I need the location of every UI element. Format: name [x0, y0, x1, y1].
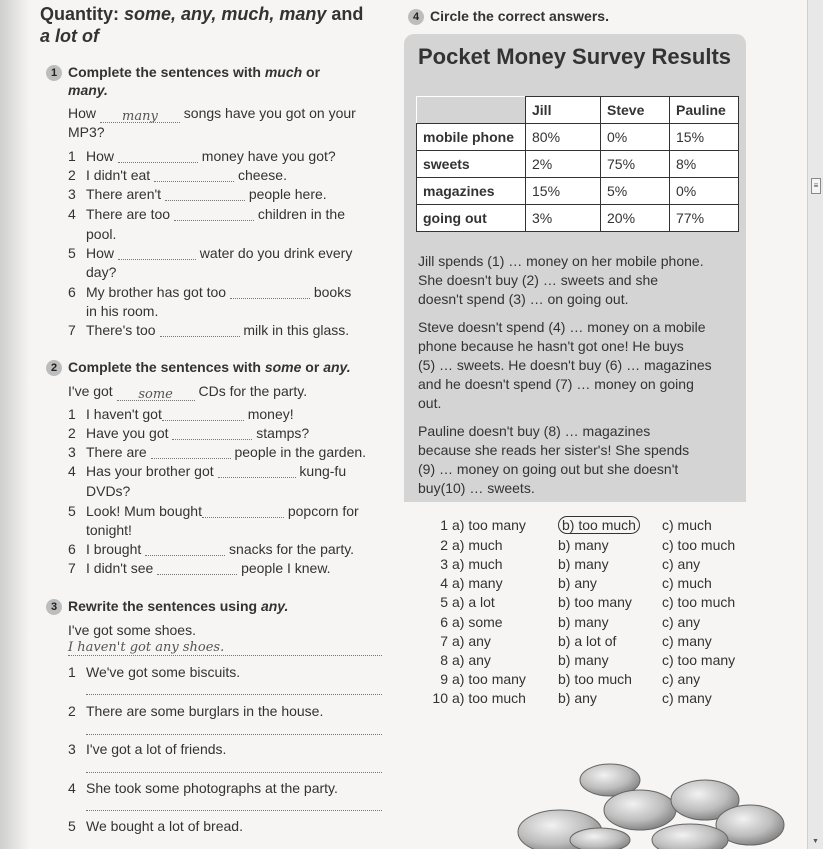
paragraph-pauline: Pauline doesn't buy (8) … magazines because she reads her sister's! She spends (9) … money on going out but she doesn't buy(10) … sweets.	[418, 423, 690, 496]
row-header: mobile phone	[417, 124, 526, 151]
answer-blank[interactable]	[118, 149, 198, 163]
option-a[interactable]: a) any	[452, 633, 491, 649]
ex2-item-cont: DVDs?	[86, 483, 131, 499]
paragraph-jill: Jill spends (1) … money on her mobile phone. She doesn't buy (2) … sweets and she doesn't spend (3) … on going out.	[418, 253, 704, 307]
option-b[interactable]: b) a lot of	[558, 633, 617, 649]
answer-blank[interactable]	[230, 285, 310, 299]
answer-blank[interactable]	[157, 561, 237, 575]
ex1-item: 6 My brother has got too books	[68, 284, 352, 300]
vertical-scrollbar[interactable]	[807, 0, 823, 849]
option-b[interactable]: b) any	[558, 575, 597, 591]
page-edge-shadow	[0, 0, 30, 849]
row-header: going out	[417, 205, 526, 232]
option-b[interactable]: b) many	[558, 652, 609, 668]
row-header: magazines	[417, 178, 526, 205]
ex2-item: 6 I brought snacks for the party.	[68, 541, 355, 557]
option-a[interactable]: a) any	[452, 652, 491, 668]
answer-row: 2 a) much b) many c) too much	[440, 537, 736, 553]
answer-row: 4 a) many b) any c) much	[440, 575, 712, 591]
table-cell: 75%	[601, 151, 670, 178]
option-a[interactable]: a) too many	[452, 671, 526, 687]
table-row	[417, 178, 739, 205]
page-title: Quantity: some, any, much, many and	[40, 4, 364, 24]
ex2-item: 5 Look! Mum bought popcorn for	[68, 503, 359, 519]
coins-image	[500, 740, 790, 849]
option-c[interactable]: c) much	[662, 575, 712, 591]
option-c[interactable]: c) too much	[662, 594, 736, 610]
ex1-item-cont: pool.	[86, 226, 117, 242]
option-c[interactable]: c) too many	[662, 652, 736, 668]
survey-panel	[404, 34, 746, 502]
survey-title: Pocket Money Survey Results	[418, 44, 732, 69]
option-a[interactable]: a) too many	[452, 517, 526, 533]
table-cell: 5%	[601, 178, 670, 205]
table-cell: 20%	[601, 205, 670, 232]
column-header: Jill	[526, 97, 601, 124]
coin	[604, 790, 676, 830]
scroll-down-arrow-icon[interactable]: ▼	[812, 838, 819, 845]
ex1-item: 4 There are too children in the	[68, 206, 346, 222]
table-cell: 8%	[670, 151, 739, 178]
ex3-example-answer: I haven't got any shoes.	[68, 640, 382, 656]
ex1-heading: 1 Complete the sentences with much or	[46, 64, 320, 81]
answer-line[interactable]	[86, 694, 382, 695]
ex3-item: 1 We've got some biscuits.	[68, 664, 241, 680]
ex1-example-cont: MP3?	[68, 124, 105, 140]
table-header-row	[417, 97, 739, 124]
option-a[interactable]: a) many	[452, 575, 503, 591]
table-cell: 15%	[670, 124, 739, 151]
answer-row: 5 a) a lot b) too many c) too much	[440, 594, 736, 610]
ex3-item: 2 There are some burglars in the house.	[68, 703, 324, 719]
answer-row: 6 a) some b) many c) any	[440, 614, 701, 630]
answer-row: 9 a) too many b) too much c) any	[440, 671, 701, 687]
ex1-heading-cont: many.	[68, 82, 108, 98]
answer-row: 10 a) too much b) any c) many	[432, 690, 712, 706]
page-subtitle: a lot of	[40, 26, 99, 46]
ex3-item: 4 She took some photographs at the party.	[68, 780, 338, 796]
answer-blank[interactable]	[160, 323, 240, 337]
answer-blank[interactable]	[172, 426, 252, 440]
answer-row: 7 a) any b) a lot of c) many	[440, 633, 712, 649]
answer-blank[interactable]	[118, 246, 196, 260]
scrollbar-thumb-icon[interactable]: ≡	[811, 178, 821, 194]
survey-table	[416, 96, 739, 232]
option-b[interactable]: b) any	[558, 690, 597, 706]
option-a[interactable]: a) a lot	[452, 594, 495, 610]
answer-line[interactable]	[86, 772, 382, 773]
option-b[interactable]: b) many	[558, 537, 609, 553]
option-b[interactable]: b) many	[558, 556, 609, 572]
ex3-item: 5 We bought a lot of bread.	[68, 818, 243, 834]
ex2-item: 2 Have you got stamps?	[68, 425, 310, 441]
table-cell: 77%	[670, 205, 739, 232]
answer-blank[interactable]	[202, 504, 284, 518]
option-a[interactable]: a) much	[452, 537, 503, 553]
answer-line[interactable]	[86, 734, 382, 735]
table-row	[417, 205, 739, 232]
answer-blank[interactable]	[218, 464, 296, 478]
option-a[interactable]: a) too much	[452, 690, 526, 706]
ex1-item-cont: day?	[86, 264, 117, 280]
answer-row: 8 a) any b) many c) too many	[440, 652, 736, 668]
table-cell: 15%	[526, 178, 601, 205]
paragraph-steve: Steve doesn't spend (4) … money on a mobile phone because he hasn't got one! He buys (5) … sweets. He doesn't buy (6) … magazines and he doesn't spend (7) … money on going out.	[418, 319, 712, 411]
table-cell: 3%	[526, 205, 601, 232]
option-c[interactable]: c) many	[662, 690, 712, 706]
coin	[570, 828, 630, 849]
option-a[interactable]: a) much	[452, 556, 503, 572]
answer-blank[interactable]	[162, 407, 244, 421]
table-row	[417, 124, 739, 151]
table-row	[417, 151, 739, 178]
option-a[interactable]: a) some	[452, 614, 503, 630]
ex2-item: 3 There are people in the garden.	[68, 444, 367, 460]
option-c[interactable]: c) any	[662, 671, 701, 687]
answer-blank[interactable]	[154, 168, 234, 182]
ex1-item: 7 There's too milk in this glass.	[68, 322, 350, 338]
option-c[interactable]: c) many	[662, 633, 712, 649]
ex2-item-cont: tonight!	[86, 522, 132, 538]
option-c[interactable]: c) any	[662, 556, 701, 572]
ex1-item: 5 How water do you drink every	[68, 245, 353, 261]
ex1-item: 3 There aren't people here.	[68, 186, 327, 202]
option-b-circled[interactable]: b) too much	[558, 516, 640, 534]
table-corner	[417, 97, 526, 124]
option-b[interactable]: b) many	[558, 614, 609, 630]
ex2-item: 4 Has your brother got kung-fu	[68, 463, 347, 479]
ex2-heading: 2 Complete the sentences with some or any.	[46, 359, 351, 376]
ex1-item: 1 How money have you got?	[68, 148, 336, 164]
answer-blank[interactable]	[151, 445, 231, 459]
answer-blank[interactable]	[165, 187, 245, 201]
option-c[interactable]: c) much	[662, 517, 712, 533]
ex1-example: How many songs have you got on your	[68, 105, 356, 124]
ex4-heading: 4 Circle the correct answers.	[408, 8, 609, 25]
column-header: Pauline	[670, 97, 739, 124]
option-b[interactable]: b) too much	[558, 671, 632, 687]
table-cell: 0%	[670, 178, 739, 205]
option-c[interactable]: c) any	[662, 614, 701, 630]
answer-line[interactable]	[86, 810, 382, 811]
ex1-item: 2 I didn't eat cheese.	[68, 167, 287, 183]
table-cell: 2%	[526, 151, 601, 178]
answer-row: 3 a) much b) many c) any	[440, 556, 701, 572]
row-header: sweets	[417, 151, 526, 178]
answer-blank[interactable]	[174, 207, 254, 221]
ex2-example: I've got some CDs for the party.	[68, 383, 308, 402]
ex1-item-cont: in his room.	[86, 303, 159, 319]
option-b[interactable]: b) too many	[558, 594, 632, 610]
table-cell: 0%	[601, 124, 670, 151]
option-c[interactable]: c) too much	[662, 537, 736, 553]
ex3-heading: 3 Rewrite the sentences using any.	[46, 598, 288, 615]
ex3-example: I've got some shoes.	[68, 622, 196, 638]
ex2-item: 1 I haven't got money!	[68, 406, 294, 422]
table-cell: 80%	[526, 124, 601, 151]
ex3-item: 3 I've got a lot of friends.	[68, 741, 227, 757]
column-header: Steve	[601, 97, 670, 124]
answer-row: 1 a) too many b) too much c) much	[440, 517, 712, 533]
answer-blank[interactable]	[145, 542, 225, 556]
ex2-item: 7 I didn't see people I knew.	[68, 560, 331, 576]
